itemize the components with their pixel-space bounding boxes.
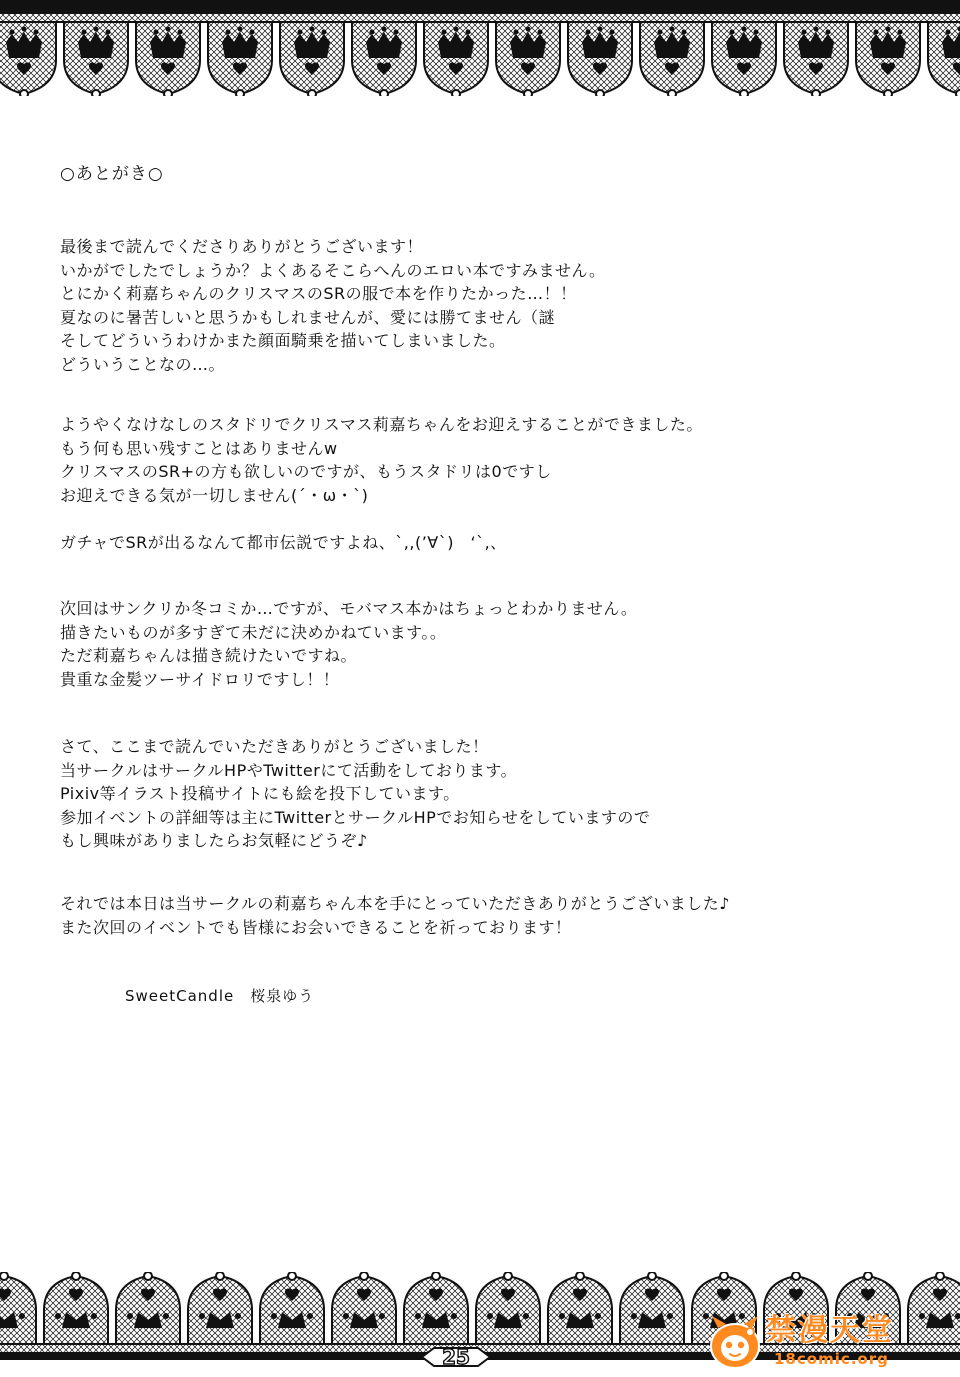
- paragraph-2: [60, 413, 880, 507]
- text-line: もう何も思い残すことはありませんw: [60, 438, 338, 458]
- text-line: ようやくなけなしのスタドリでクリスマス莉嘉ちゃんをお迎えすることができました。: [60, 415, 703, 434]
- lace-border-top: [0, 0, 960, 96]
- text-line: いかがでしたでしょうか？よくあるそこらへんのエロい本ですみません。: [60, 260, 606, 280]
- text-line: クリスマスのSR+の方も欲しいのですが、もうスタドリは0ですし: [60, 462, 552, 481]
- watermark-title: 禁漫天堂: [766, 1313, 894, 1348]
- text-line: ただ莉嘉ちゃんは描き続けたいですね。: [60, 646, 358, 665]
- text-line: とにかく莉嘉ちゃんのクリスマスのSRの服で本を作りたかった…！！: [60, 284, 577, 303]
- signature: [125, 984, 314, 1008]
- author-name: 桜泉ゆう: [250, 987, 315, 1005]
- text-line: Pixiv等イラスト投稿サイトにも絵を投下しています。: [60, 784, 460, 803]
- paragraph-5: [60, 735, 880, 853]
- afterword-heading: ○あとがき○: [60, 164, 164, 184]
- text-line: 当サークルはサークルHPやTwitterにて活動をしております。: [60, 760, 518, 780]
- circle-name: SweetCandle: [125, 987, 235, 1005]
- text-line: 夏なのに暑苦しいと思うかもしれませんが、愛には勝てません（謎: [60, 307, 556, 327]
- text-line: どういうことなの…。: [60, 354, 226, 374]
- text-line: もし興味がありましたらお気軽にどうぞ♪: [60, 831, 368, 850]
- page-number: 25: [442, 1345, 470, 1369]
- text-line: 最後まで読んでくださりありがとうございます！: [60, 237, 424, 256]
- page-number-badge: [420, 1344, 492, 1370]
- text-line: さて、ここまで読んでいただきありがとうございました！: [60, 737, 489, 756]
- text-line: 参加イベントの詳細等は主にTwitterとサークルHPでお知らせをしていますので: [60, 807, 651, 827]
- text-line: 貴重な金髪ツーサイドロリですし！！: [60, 669, 340, 689]
- text-line: 描きたいものが多すぎて未だに決めかねています。。: [60, 622, 447, 642]
- text-line: それでは本日は当サークルの莉嘉ちゃん本を手にとっていただきありがとうございました♪: [60, 894, 730, 913]
- text-line: 次回はサンクリか冬コミか…ですが、モバマス本かはちょっとわかりません。: [60, 599, 638, 618]
- paragraph-3: [60, 531, 880, 555]
- text-line: ガチャでSRが出るなんて都市伝説ですよね、`,,(’∀`) ‘`,、: [60, 533, 507, 552]
- mascot-icon: [706, 1314, 764, 1372]
- text-line: お迎えできる気が一切しません(´・ω・`): [60, 485, 369, 505]
- site-watermark: [706, 1312, 946, 1374]
- paragraph-1: [60, 235, 880, 376]
- paragraph-6: [60, 892, 880, 939]
- watermark-url: 18comic.org: [774, 1350, 889, 1368]
- text-line: そしてどういうわけかまた顔面騎乗を描いてしまいました。: [60, 331, 506, 350]
- text-line: また次回のイベントでも皆様にお会いできることを祈っております！: [60, 917, 572, 937]
- paragraph-4: [60, 597, 880, 691]
